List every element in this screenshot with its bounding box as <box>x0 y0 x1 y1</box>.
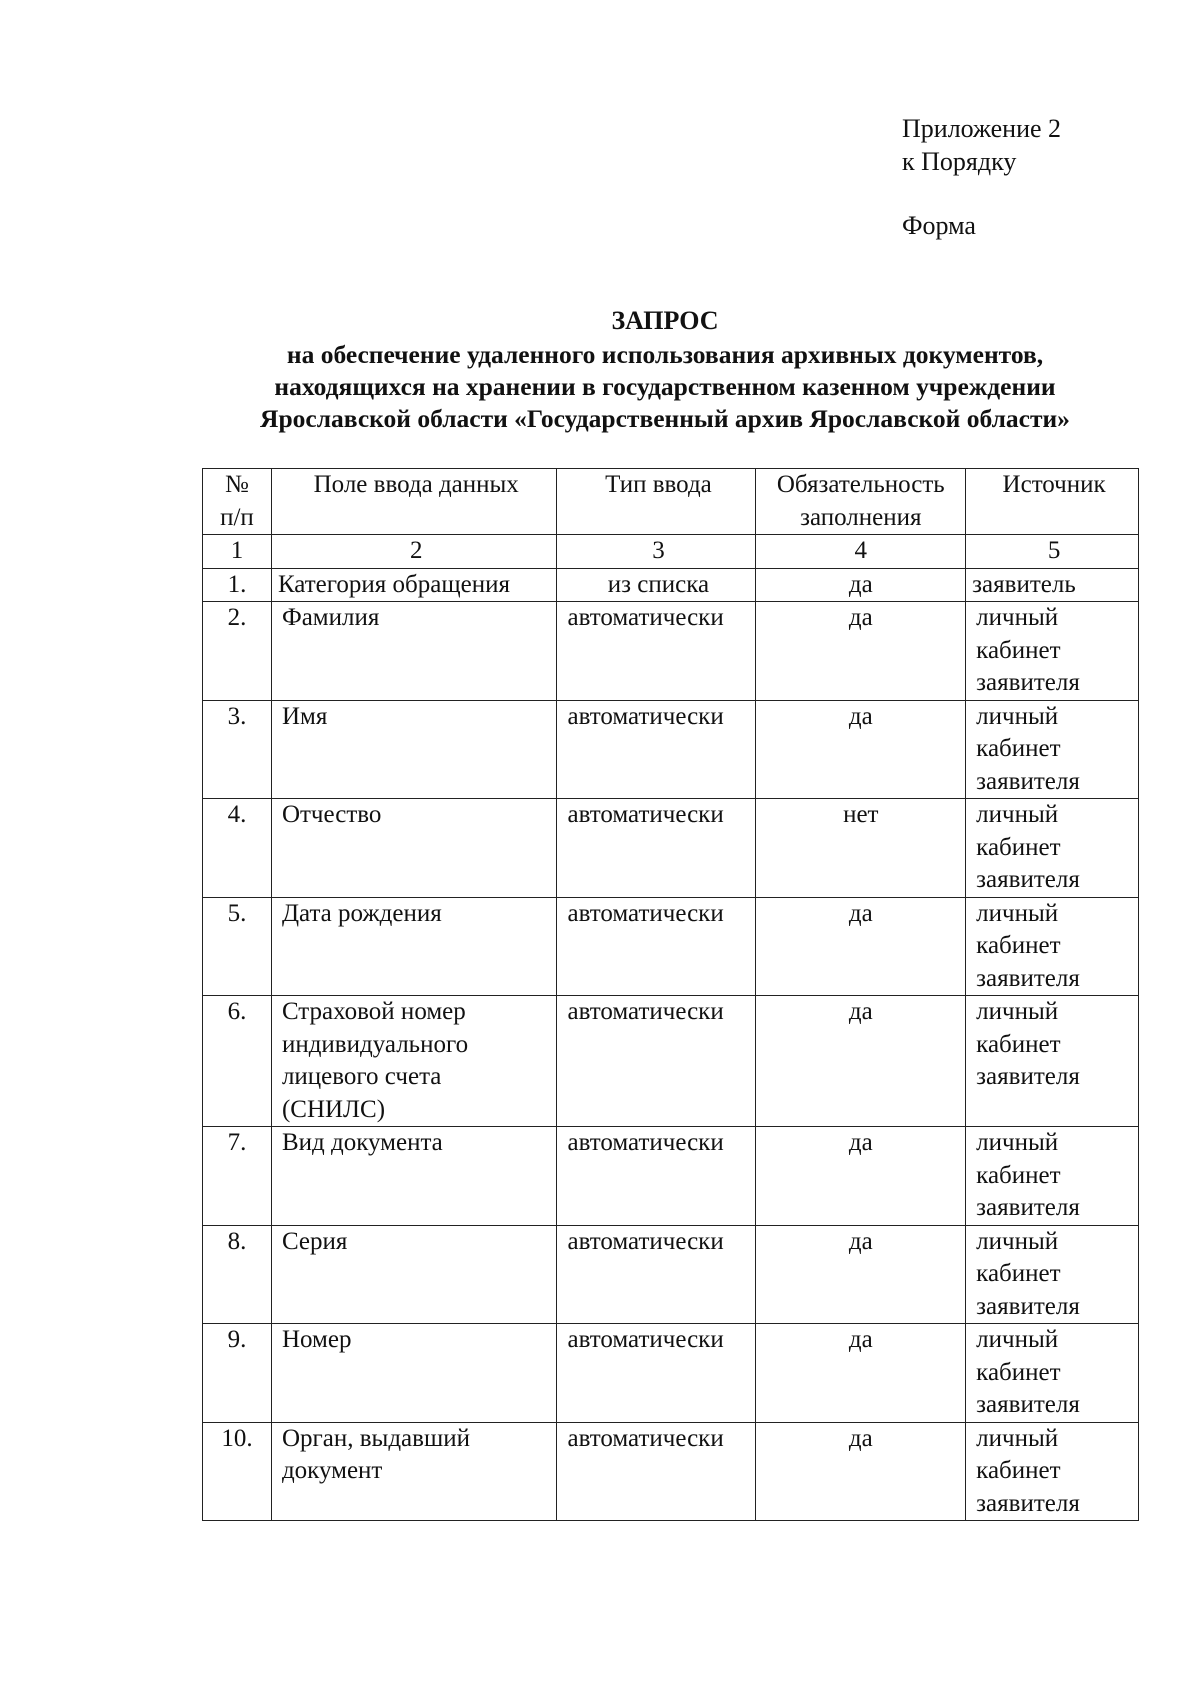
table-row <box>203 700 1139 799</box>
table-header-row <box>203 469 1139 535</box>
row-mandatory: нет <box>756 799 966 898</box>
table-row <box>203 568 1139 602</box>
header-source: Источник <box>966 469 1139 535</box>
row-field: Отчество <box>271 799 557 898</box>
row-field: Страховой номер индивидуального лицевого счета (СНИЛС) <box>271 996 557 1127</box>
row-source: личный кабинет заявителя <box>966 1225 1139 1324</box>
row-source: личный кабинет заявителя <box>966 700 1139 799</box>
header-mandatory-line-1: Обязательность <box>776 471 945 498</box>
row-field: Категория обращения <box>271 568 557 602</box>
row-mandatory: да <box>756 1422 966 1521</box>
row-number: 8. <box>203 1225 272 1324</box>
row-number: 10. <box>203 1422 272 1521</box>
title-line-2: находящихся на хранении в государственном казенном учреждении <box>274 372 1056 401</box>
row-field: Вид документа <box>271 1127 557 1226</box>
column-number-row <box>203 535 1139 569</box>
header-number <box>203 469 272 535</box>
document-title <box>150 305 1180 435</box>
row-source: личный кабинет заявителя <box>966 602 1139 701</box>
table-row <box>203 1422 1139 1521</box>
table-row <box>203 799 1139 898</box>
row-field: Номер <box>271 1324 557 1423</box>
row-mandatory: да <box>756 996 966 1127</box>
row-input-type: автоматически <box>557 1324 756 1423</box>
table-row <box>203 897 1139 996</box>
row-mandatory: да <box>756 568 966 602</box>
row-mandatory: да <box>756 1225 966 1324</box>
row-number: 5. <box>203 897 272 996</box>
row-number: 2. <box>203 602 272 701</box>
row-input-type: из списка <box>557 568 756 602</box>
row-input-type: автоматически <box>557 1422 756 1521</box>
row-source: заявитель <box>966 568 1139 602</box>
header-field: Поле ввода данных <box>271 469 557 535</box>
table-row <box>203 602 1139 701</box>
row-source: личный кабинет заявителя <box>966 799 1139 898</box>
request-fields-table <box>202 468 1139 1521</box>
header-input-type: Тип ввода <box>557 469 756 535</box>
row-number: 1. <box>203 568 272 602</box>
row-number: 7. <box>203 1127 272 1226</box>
row-number: 4. <box>203 799 272 898</box>
row-source: личный кабинет заявителя <box>966 996 1139 1127</box>
row-input-type: автоматически <box>557 1127 756 1226</box>
table-row <box>203 1127 1139 1226</box>
header-mandatory-line-2: заполнения <box>800 503 922 531</box>
row-field: Дата рождения <box>271 897 557 996</box>
table-row <box>203 996 1139 1127</box>
row-source: личный кабинет заявителя <box>966 1127 1139 1226</box>
row-mandatory: да <box>756 1324 966 1423</box>
row-number: 3. <box>203 700 272 799</box>
row-field: Фамилия <box>271 602 557 701</box>
row-number: 6. <box>203 996 272 1127</box>
appendix-line-1: Приложение 2 <box>902 114 1062 143</box>
column-number-5: 5 <box>966 535 1139 569</box>
row-mandatory: да <box>756 602 966 701</box>
row-field: Серия <box>271 1225 557 1324</box>
row-source: личный кабинет заявителя <box>966 1422 1139 1521</box>
row-mandatory: да <box>756 1127 966 1226</box>
row-input-type: автоматически <box>557 602 756 701</box>
row-mandatory: да <box>756 700 966 799</box>
row-number: 9. <box>203 1324 272 1423</box>
column-number-1: 1 <box>203 535 272 569</box>
column-number-3: 3 <box>557 535 756 569</box>
title-main: ЗАПРОС <box>611 306 719 335</box>
header-mandatory <box>756 469 966 535</box>
title-line-3: Ярославской области «Государственный архив Ярославской области» <box>260 404 1070 433</box>
row-input-type: автоматически <box>557 700 756 799</box>
title-line-1: на обеспечение удаленного использования архивных документов, <box>286 340 1044 369</box>
appendix-note <box>902 112 1061 242</box>
row-input-type: автоматически <box>557 897 756 996</box>
column-number-4: 4 <box>756 535 966 569</box>
row-input-type: автоматически <box>557 799 756 898</box>
header-number-line-1: № <box>225 471 249 498</box>
appendix-line-2: к Порядку <box>902 147 1017 176</box>
header-number-line-2: п/п <box>220 503 254 531</box>
row-field: Орган, выдавший документ <box>271 1422 557 1521</box>
row-source: личный кабинет заявителя <box>966 897 1139 996</box>
form-label: Форма <box>902 211 976 240</box>
table-row <box>203 1324 1139 1423</box>
row-source: личный кабинет заявителя <box>966 1324 1139 1423</box>
row-mandatory: да <box>756 897 966 996</box>
row-field: Имя <box>271 700 557 799</box>
row-input-type: автоматически <box>557 996 756 1127</box>
table-row <box>203 1225 1139 1324</box>
column-number-2: 2 <box>271 535 557 569</box>
row-input-type: автоматически <box>557 1225 756 1324</box>
